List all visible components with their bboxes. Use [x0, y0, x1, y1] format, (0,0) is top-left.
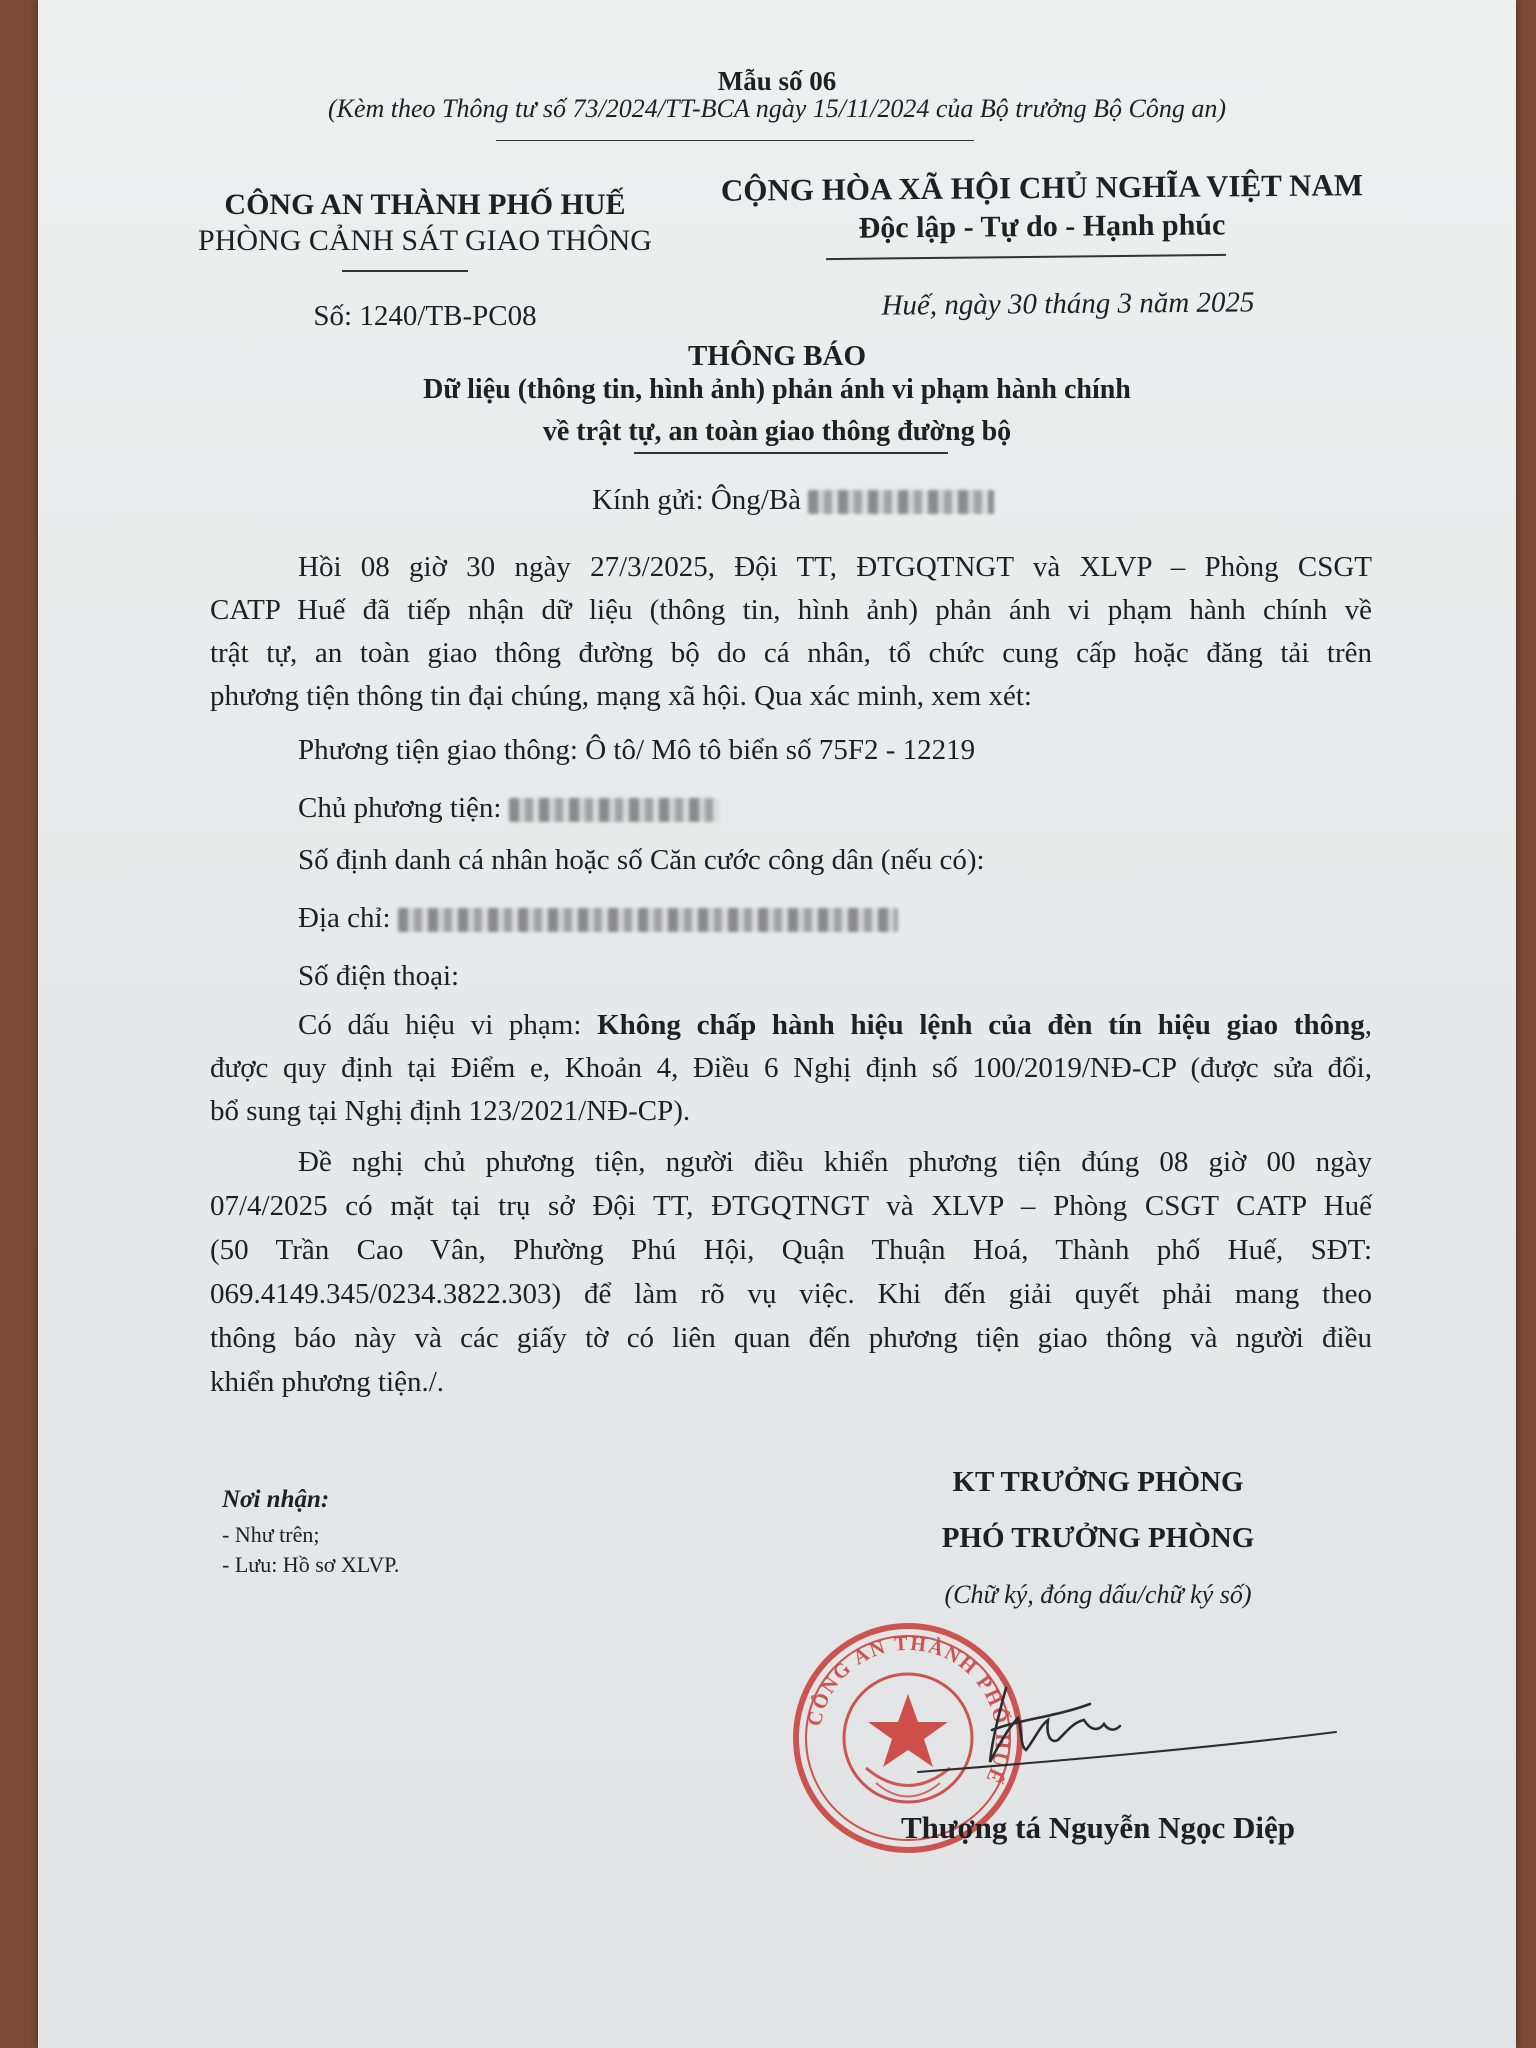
- paragraph-line: được quy định tại Điểm e, Khoản 4, Điều 6 Nghị định số 100/2019/NĐ-CP (được sửa đổi,: [210, 1052, 1372, 1084]
- stamp-text: CÔNG AN THÀNH PHỐ HUẾ: [803, 1632, 1014, 1788]
- violation-line: [210, 1004, 1372, 1047]
- paragraph-line: (50 Trần Cao Vân, Phường Phú Hội, Quận Thuận Hoá, Thành phố Huế, SĐT:: [210, 1234, 1372, 1266]
- divider: [342, 270, 468, 272]
- violation-prefix: Có dấu hiệu vi phạm:: [298, 1009, 598, 1041]
- paragraph-line: Đề nghị chủ phương tiện, người điều khiển phương tiện đúng 08 giờ 00 ngày: [298, 1146, 1372, 1178]
- phone-label: Số điện thoại:: [298, 960, 460, 992]
- violation-paragraph: [210, 1004, 1372, 1133]
- agency-parent: CÔNG AN THÀNH PHỐ HUẾ: [224, 188, 626, 221]
- redacted-address: [398, 908, 898, 932]
- form-number: Mẫu số 06: [717, 66, 837, 96]
- handwritten-signature-icon: [908, 1670, 1348, 1780]
- paragraph-line: 07/4/2025 có mặt tại trụ sở Đội TT, ĐTGQTNGT và XLVP – Phòng CSGT CATP Huế: [210, 1190, 1372, 1222]
- document-page: [38, 0, 1516, 2048]
- document-number: Số: 1240/TB-PC08: [313, 300, 537, 332]
- paragraph-line: trật tự, an toàn giao thông đường bộ do cá nhân, tổ chức cung cấp hoặc đăng tải trên: [210, 637, 1372, 669]
- paragraph-line: 069.4149.345/0234.3822.303) để làm rõ vụ việc. Khi đến giải quyết phải mang theo: [210, 1278, 1372, 1310]
- paragraph-line: phương tiện thông tin đại chúng, mạng xã hội. Qua xác minh, xem xét:: [210, 680, 1032, 712]
- agency-name: PHÒNG CẢNH SÁT GIAO THÔNG: [198, 224, 652, 257]
- recipients-label: Nơi nhận:: [222, 1486, 330, 1513]
- recipient-line: [592, 484, 994, 517]
- vehicle-info: Phương tiện giao thông: Ô tô/ Mô tô biển số 75F2 - 12219: [298, 734, 976, 766]
- paragraph-line: khiển phương tiện./.: [210, 1366, 445, 1398]
- nation-name: CỘNG HÒA XÃ HỘI CHỦ NGHĨA VIỆT NAM: [720, 167, 1364, 208]
- paragraph-line: CATP Huế đã tiếp nhận dữ liệu (thông tin, hình ảnh) phản ánh vi phạm hành chính về: [210, 594, 1372, 626]
- circular-reference: (Kèm theo Thông tư số 73/2024/TT-BCA ngày 15/11/2024 của Bộ trưởng Bộ Công an): [327, 94, 1227, 123]
- divider: [496, 140, 974, 141]
- paragraph-line: thông báo này và các giấy tờ có liên quan đến phương tiện giao thông và người điều: [210, 1322, 1372, 1354]
- id-number-label: Số định danh cá nhân hoặc số Căn cước công dân (nếu có):: [298, 844, 985, 876]
- owner-label: Chủ phương tiện:: [298, 792, 502, 824]
- address-label: Địa chỉ:: [298, 902, 391, 934]
- signer-role-1: KT TRƯỞNG PHÒNG: [952, 1466, 1244, 1498]
- signer-role-2: PHÓ TRƯỞNG PHÒNG: [941, 1522, 1255, 1554]
- signature-note: (Chữ ký, đóng dấu/chữ ký số): [944, 1580, 1252, 1609]
- paragraph-line: bổ sung tại Nghị định 123/2021/NĐ-CP).: [210, 1095, 691, 1127]
- owner-line: [298, 792, 719, 825]
- redacted-owner: [509, 798, 719, 822]
- recipient-label: Kính gửi: Ông/Bà: [592, 484, 802, 516]
- divider: [826, 254, 1226, 260]
- violation-description: Không chấp hành hiệu lệnh của đèn tín hiệu giao thông: [597, 1009, 1365, 1041]
- document-subtitle: Dữ liệu (thông tin, hình ảnh) phản ánh vi phạm hành chính: [423, 374, 1131, 405]
- place-date: Huế, ngày 30 tháng 3 năm 2025: [881, 286, 1255, 322]
- request-paragraph: [210, 1140, 1372, 1404]
- intro-paragraph: [210, 546, 1372, 718]
- divider: [634, 452, 948, 454]
- redacted-name: [808, 490, 994, 514]
- national-motto: Độc lập - Tự do - Hạnh phúc: [858, 208, 1226, 245]
- document-title: THÔNG BÁO: [687, 340, 867, 372]
- recipient-item: - Lưu: Hồ sơ XLVP.: [222, 1552, 400, 1577]
- signer-name: Thượng tá Nguyễn Ngọc Diệp: [900, 1810, 1296, 1845]
- address-line: [298, 902, 898, 935]
- recipient-item: - Như trên;: [222, 1522, 320, 1547]
- document-subtitle: về trật tự, an toàn giao thông đường bộ: [542, 416, 1012, 447]
- paragraph-line: Hồi 08 giờ 30 ngày 27/3/2025, Đội TT, ĐTGQTNGT và XLVP – Phòng CSGT: [298, 551, 1372, 583]
- violation-suffix: ,: [1364, 1009, 1373, 1041]
